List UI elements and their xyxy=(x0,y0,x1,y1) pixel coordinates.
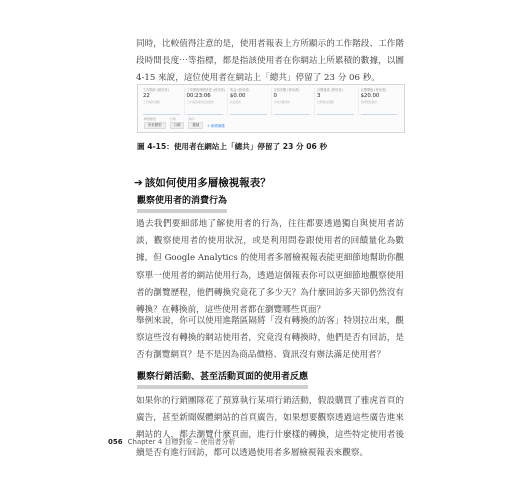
paragraph-1: 過去我們要細部地了解使用者的行為，往往都要透過獨自與使用者訪談，觀察使用者的使用狀況，或是利用問卷跟使用者的回饋量化為數據，但 Google Analytics 的使用者多層檢視報表能更細節地幫助你觀察單一使用者的網站使用行為，透過這個報表你可以更細節地觀察使用者的瀏覽歷程，他們轉換究竟花了多少天？為什麼回訪多天卻仍然沒有轉換？在轉換前，這些使用者都在瀏覽哪些頁面？ xyxy=(136,219,404,316)
metric-value: 0 xyxy=(273,93,277,99)
metric-sub: 工作階段時間長度總計 xyxy=(186,100,215,104)
metric-goal-completions xyxy=(315,88,359,116)
metric-label: 收益 (使用者) xyxy=(230,88,250,92)
metric-sessions xyxy=(141,88,185,116)
metric-value: $20.00 xyxy=(360,93,380,99)
figure-caption: 圖 4-15：使用者在網站上「總共」停留了 23 分 06 秒 xyxy=(137,142,328,151)
page-number: 056 xyxy=(108,438,123,446)
sparkline xyxy=(187,110,224,115)
metric-sub: 目標價值總計 xyxy=(360,100,378,104)
metric-label: 目標價值 (使用者) xyxy=(360,88,387,92)
add-filter-link[interactable]: + 新增篩選 xyxy=(207,123,225,128)
filter-sort-select[interactable]: 遞減 xyxy=(188,122,203,129)
sparkline xyxy=(361,110,398,115)
metric-label: 工作階段 (使用者) xyxy=(143,88,169,92)
metric-goal-value xyxy=(359,88,402,116)
intro-paragraph: 同時，比較值得注意的是，使用者報表上方所顯示的工作階段、工作階段時間長度⋯等指標，都是指該使用者在你網站上所累積的數據，以圖 4-15 來說，這位使用者在網站上「總共」停留了 23 分 06 秒。 xyxy=(136,39,404,84)
filter-date xyxy=(170,118,185,129)
filter-label: 排序 xyxy=(188,117,195,122)
metric-sub: 交易次數總計 xyxy=(273,100,291,104)
metric-session-duration xyxy=(185,88,229,116)
user-explorer-screenshot xyxy=(137,84,405,133)
metric-sub: 目標達成總數 xyxy=(317,100,334,104)
sparkline xyxy=(143,110,180,115)
paragraph-3: 如果你的行銷團隊花了預算執行某項行銷活動，假設購買了雅虎首頁的廣告，甚至新聞媒體網站的首頁廣告，如果想要觀察透過這些廣告進來網站的人，都去瀏覽什麼頁面，進行什麼樣的轉換，這些特定使用者後續是否有進行回訪，都可以透過使用者多層檢視報表來觀察。 xyxy=(136,396,404,458)
metric-value: 3 xyxy=(317,93,321,99)
filter-type xyxy=(144,118,166,129)
filter-bar xyxy=(144,118,398,129)
filter-type-select[interactable]: 所有類型 xyxy=(144,122,166,129)
section-title xyxy=(134,175,271,190)
metric-label: 交易次數 (使用者) xyxy=(273,88,300,92)
chapter-title: Chapter 4 目標對象 – 使用者分析 xyxy=(127,438,236,446)
page-footer xyxy=(108,437,235,447)
filter-date-select[interactable]: 日期 xyxy=(170,122,185,129)
paragraph-2: 舉例來說，你可以使用進階區隔將「沒有轉換的訪客」特別拉出來，觀察這些沒有轉換的網站使用者，究竟沒有轉換時，他們是否有回訪，是否有瀏覽網頁？是不是因為商品價格、資訊沒有辦法滿足使用者？ xyxy=(136,316,404,361)
metric-sub: 工作階段總數 xyxy=(143,100,160,104)
metric-revenue xyxy=(228,88,272,116)
metric-label: 工作階段時間長度 (使用者) xyxy=(186,88,226,92)
sparkline xyxy=(317,110,354,115)
metric-transactions xyxy=(272,88,316,116)
arrow-right-icon: ➔ xyxy=(134,177,143,189)
section-title-text: 該如何使用多層檢視報表？ xyxy=(144,177,271,189)
metric-value: $0.00 xyxy=(230,93,246,99)
metric-value: 00:23:06 xyxy=(186,93,211,99)
subheading-campaign-reaction: 觀察行銷活動、甚至活動頁面的使用者反應 xyxy=(137,371,308,389)
metric-sub: 收益總計 xyxy=(230,100,242,104)
metric-value: 22 xyxy=(143,93,150,99)
filter-label: 篩選類型 xyxy=(144,117,157,122)
filter-label: 日期 xyxy=(169,117,176,122)
metric-label: 目標達成 (使用者) xyxy=(317,88,343,92)
metrics-row xyxy=(141,88,401,116)
filter-sort xyxy=(188,118,203,129)
sparkline xyxy=(274,110,311,115)
subheading-consumer-behavior: 觀察使用者的消費行為 xyxy=(137,195,227,213)
sparkline xyxy=(230,110,267,115)
